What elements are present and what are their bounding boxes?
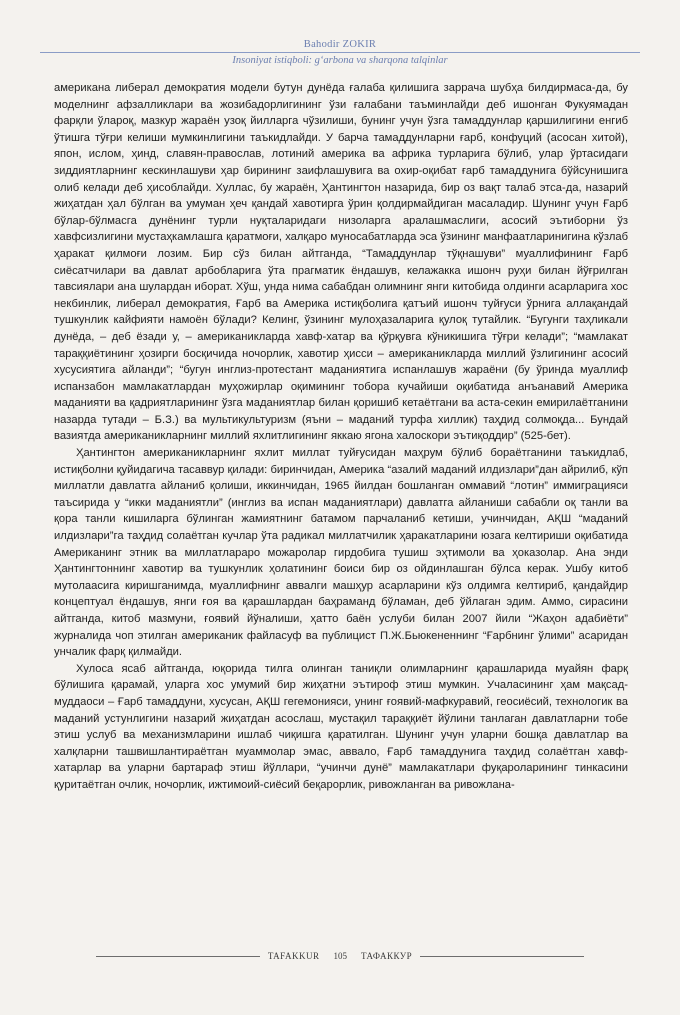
article-body bbox=[54, 80, 628, 794]
footer-label-latin: TAFAKKUR bbox=[267, 951, 320, 961]
page-number: 105 bbox=[333, 951, 347, 961]
paragraph-2: Ҳантингтон американикларнинг яхлит миллат туйғусидан маҳрум бўлиб бораётганини таъкидлаб, истиқболни қуйидагича тасаввур қилади: биринчидан, Америка “азалий маданий илдизлари”дан айрилиб, кўп миллатли давлатга айланиб қолиши, иккинчидан, 1965 йилдан бошланган оммавий “лотин” иммиграцияси таъсирида у “икки маданиятли” (инглиз ва испан маданиятлари) давлатга айланиши сабабли оқ танли ва қора танли кишиларга бўлинган жамиятнинг батамом парчаланиб кетиши, учинчидан, АҚШ “маданий илдизлари”га таҳдид солаётган кучлар ўта радикал миллатчилик ҳаракатларини юзага келтириши оқибатида Американинг этник ва миллатлараро можаролар гирдобига тушиш эҳтимоли ва ҳоказолар. Ана энди Ҳантингтоннинг хавотир ва тушкунлик ҳолатининг боиси бир оз ойдинлашган бўлса керак. Ушбу китоб мутолаасига киришганимда, муаллифнинг аввалги машҳур асарларини кўз олдимга келтириб, қандайдир концептуал ёндашув, янги ғоя ва қарашлардан баҳраманд бўламан, деб ўйлаган эдим. Аммо, сирасини айтганда, китоб мазмуни, ғоявий йўналиши, ҳатто баён услуби билан 2007 йили “Жаҳон адабиёти” журналида чоп этилган американик файласуф ва публицист П.Ж.Бьюкененнинг “Ғарбнинг ўлими” асаридан унчалик фарқ қилмайди. bbox=[54, 447, 628, 659]
footer-label-cyrillic: ТАФАККУР bbox=[360, 951, 413, 961]
header-rule bbox=[40, 52, 640, 53]
paragraph-3: Хулоса ясаб айтганда, юқорида тилга олинган таниқли олимларнинг қарашларида муайян фарқ бўлишига қарамай, уларга хос умумий бир жиҳатни эътироф этиш мумкин. Учаласининг ҳам мақсад-муддаоси – Ғарб тамаддуни, хусусан, АҚШ гегемонияси, унинг ғоявий-мафкуравий, геосиёсий, технологик ва маданий устунлигини назарий жиҳатдан асослаш, мустақил тараққиёт йўлини танлаган давлатларни тобе этиш услуб ва механизмларини ишлаб чиқишга қаратилган. Шунинг учун уларни бошқа давлатлар ва халқларни ташвишлантираётган муаммолар эмас, аввало, Ғарб тамаддунига таҳдид солаётган хавф-хатарлар ва уларни бартараф этиш йўллари, “учинчи дунё” мамлакатлари фуқароларининг тинкасини қуритаётган очлик, ночорлик, ижтимоий-сиёсий беқарорлик, ривожланган ва ривожлана- bbox=[54, 662, 628, 791]
page-footer bbox=[96, 951, 584, 961]
footer-rule-left bbox=[96, 956, 260, 957]
header-subtitle: Insoniyat istiqboli: g‘arbona va sharqona talqinlar bbox=[232, 55, 448, 66]
header-author: Bahodir ZOKIR bbox=[303, 39, 377, 50]
paragraph-1: американа либерал демократия модели бутун дунёда ғалаба қилишига заррача шубҳа билдирмаса-да, бу моделнинг афзалликлари ва жозибадорлигининг ўзи ғалабани таъминлайди деб ишонган Фукуямадан фарқли ўлароқ, мазкур жараён узоқ йилларга чўзилиши, бунинг учун ўзга тамаддунлар қаршилигини енгиб ўтишга тўғри келиши мумкинлигини таъкидлайди. У барча тамаддунларни ғарб, конфуций (асосан хитой), япон, ислом, ҳинд, славян-православ, лотиний америка ва африка турларига бўлиб, улар ўртасидаги зиддиятларнинг кескинлашуви ҳар бирининг заифлашувига ва охир-оқибат ғарб тамаддунига бўйсунишига олиб келади деб ҳисоблайди. Хуллас, бу жараён, Ҳантингтон назарида, бир оз вақт талаб этса-да, назарий жиҳатдан ҳал бўлган ва умуман ҳеч қандай хавотирга ўрин қолдирмайдиган масаладир. Шунинг учун Ғарб бўлар-бўлмасга дунёнинг турли нуқталаридаги низоларга аралашмаслиги, асосий эътиборни ўз хавфсизлигини мустаҳкамлашга қаратмоғи, халқаро муносабатларда эса ўзининг манфаатларинигина кўзлаб ҳаракат қилмоғи лозим. Бир сўз билан айтганда, “Тамаддунлар тўқнашуви” муаллифининг Ғарб сиёсатчилари ва давлат арбобларига ўта прагматик ёндашув, келажакка ишонч руҳи билан йўғрилган тавсиялари ана шулардан иборат. Хўш, унда нима сабабдан олимнинг янги китобида олдинги асарларига хос некбинлик, либерал демократия, Ғарб ва Америка истиқболига қатъий ишонч туйғуси ўрнига аллақандай тушкунлик кайфияти намоён бўлади? Келинг, ўзининг мулоҳазаларига қулоқ тутайлик. “Бугунги таҳликали дунёда, – деб ёзади у, – американикларда хавф-хатар ва қўрқувга кўникишига тўғри келади”; “мамлакат тараққиётининг ҳозирги босқичида ночорлик, хавотир ҳисси – американикларда миллий ўзлигининг асосий хусусиятига айланди”; “бугун инглиз-протестант маданиятига испанлашув жараёни (бу ўринда муаллиф испанзабон мамлакатлардан муҳожирлар оқимининг тобора кучайиши оқибатида анъанавий Америка маданияти ва қадриятларининг ўзга маданиятлар билан қоришиб кетаётгани ва аста-секин емирилаётганини назарда тутади – Б.З.) ва мультикультуризм (яъни – маданий турфа хиллик) таҳдид солмоқда... Бундай вазиятда американикларнинг миллий яхлитлигининг яккаю ягона халоскори эътиқоддир” (525-бет). bbox=[54, 82, 628, 443]
running-header bbox=[40, 38, 640, 67]
footer-rule-right bbox=[420, 956, 584, 957]
